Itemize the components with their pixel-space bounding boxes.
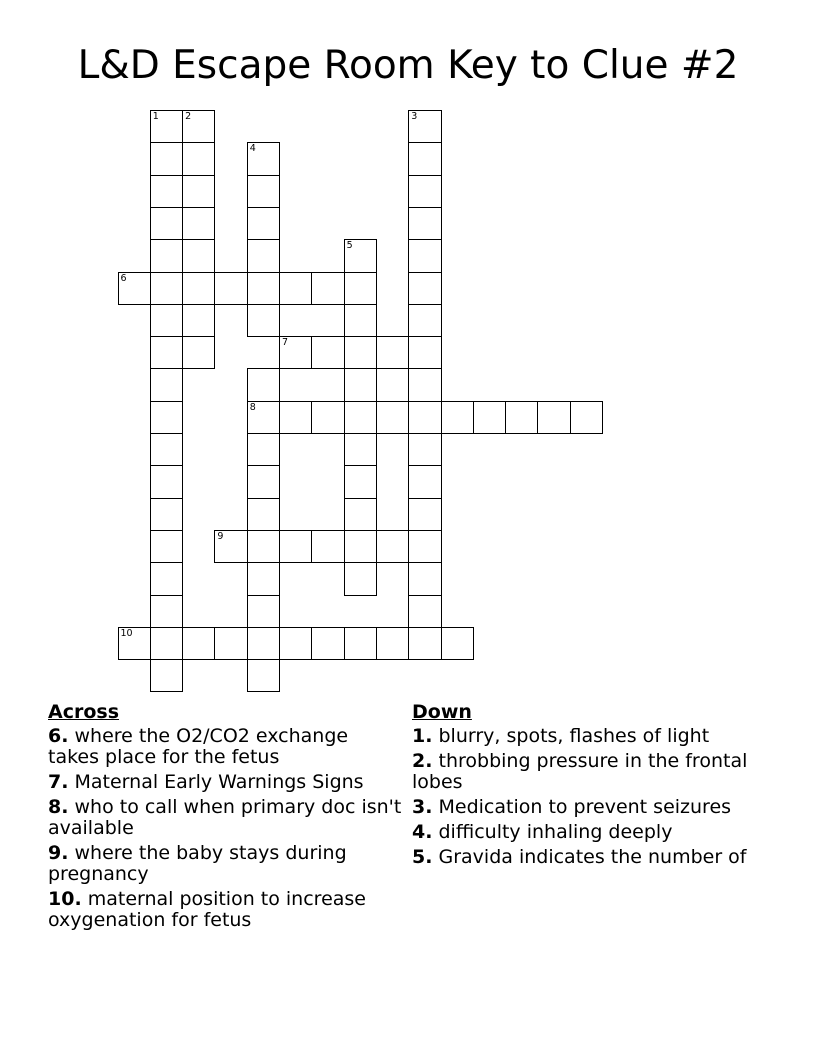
grid-cell[interactable]: [150, 272, 183, 305]
grid-cell[interactable]: [344, 627, 377, 660]
grid-cell[interactable]: [247, 562, 280, 595]
clue-number: 8.: [48, 796, 69, 818]
clue-number-label: 1: [152, 111, 159, 122]
grid-cell[interactable]: [376, 530, 409, 563]
clue-number: 10.: [48, 888, 82, 910]
clue-number-label: 3: [411, 111, 418, 122]
grid-cell[interactable]: [182, 110, 215, 143]
grid-cell[interactable]: [408, 401, 441, 434]
clue-number-label: 2: [185, 111, 192, 122]
grid-cell[interactable]: [214, 627, 247, 660]
grid-cell[interactable]: [247, 433, 280, 466]
grid-cell[interactable]: [247, 627, 280, 660]
clue-text: blurry, spots, flashes of light: [438, 725, 710, 747]
clue-text: maternal position to increase oxygenation for fetus: [48, 888, 366, 931]
grid-cell[interactable]: [344, 336, 377, 369]
grid-cell[interactable]: [408, 465, 441, 498]
grid-cell[interactable]: [247, 465, 280, 498]
clue-across-6: [48, 726, 404, 768]
grid-cell[interactable]: [344, 239, 377, 272]
clue-number-label: 5: [346, 240, 353, 252]
down-clues: [412, 702, 768, 872]
clue-text: throbbing pressure in the frontal lobes: [412, 750, 748, 793]
grid-cell[interactable]: [344, 368, 377, 401]
grid-cell[interactable]: [311, 401, 344, 434]
grid-cell[interactable]: [247, 659, 280, 692]
grid-cell[interactable]: [182, 142, 215, 175]
clue-down-1: [412, 726, 768, 747]
grid-cell[interactable]: [182, 272, 215, 305]
grid-cell[interactable]: [182, 627, 215, 660]
grid-cell[interactable]: [182, 336, 215, 369]
grid-cell[interactable]: [344, 401, 377, 434]
grid-cell[interactable]: [182, 239, 215, 272]
grid-cell[interactable]: [150, 562, 183, 595]
clue-number-label: 4: [249, 143, 256, 155]
grid-cell[interactable]: [311, 336, 344, 369]
grid-cell[interactable]: [247, 175, 280, 208]
grid-cell[interactable]: [150, 530, 183, 563]
clue-text: Gravida indicates the number of: [438, 846, 747, 868]
grid-cell[interactable]: [408, 175, 441, 208]
grid-cell[interactable]: [247, 142, 280, 175]
grid-cell[interactable]: [150, 368, 183, 401]
grid-cell[interactable]: [279, 627, 312, 660]
grid-cell[interactable]: [279, 272, 312, 305]
clue-number: 1.: [412, 725, 433, 747]
grid-cell[interactable]: [408, 110, 441, 143]
grid-cell[interactable]: [247, 401, 280, 434]
grid-cell[interactable]: [150, 498, 183, 531]
grid-cell[interactable]: [505, 401, 538, 434]
grid-cell[interactable]: [537, 401, 570, 434]
grid-cell[interactable]: [408, 304, 441, 337]
grid-cell[interactable]: [247, 530, 280, 563]
clue-text: where the baby stays during pregnancy: [48, 842, 347, 885]
grid-cell[interactable]: [118, 272, 151, 305]
grid-cell[interactable]: [150, 239, 183, 272]
grid-cell[interactable]: [150, 659, 183, 692]
clue-across-10: [48, 889, 404, 931]
across-heading: Across: [48, 701, 120, 723]
grid-cell[interactable]: [150, 465, 183, 498]
grid-cell[interactable]: [570, 401, 603, 434]
grid-cell[interactable]: [408, 530, 441, 563]
grid-cell[interactable]: [150, 401, 183, 434]
grid-cell[interactable]: [182, 207, 215, 240]
clue-number-label: 10: [120, 627, 133, 639]
grid-cell[interactable]: [279, 401, 312, 434]
grid-cell[interactable]: [182, 175, 215, 208]
grid-cell[interactable]: [247, 239, 280, 272]
puzzle-title: L&D Escape Room Key to Clue #2: [77, 43, 739, 88]
grid-cell[interactable]: [441, 401, 474, 434]
grid-cell[interactable]: [214, 272, 247, 305]
grid-cell[interactable]: [311, 627, 344, 660]
grid-cell[interactable]: [150, 627, 183, 660]
clue-number: 9.: [48, 842, 69, 864]
clue-number: 6.: [48, 725, 69, 747]
grid-cell[interactable]: [344, 304, 377, 337]
grid-cell[interactable]: [441, 627, 474, 660]
clue-text: who to call when primary doc isn't available: [48, 796, 402, 839]
grid-cell[interactable]: [247, 368, 280, 401]
clue-text: where the O2/CO2 exchange takes place for the fetus: [48, 725, 349, 768]
grid-cell[interactable]: [279, 530, 312, 563]
grid-cell[interactable]: [344, 530, 377, 563]
grid-cell[interactable]: [408, 595, 441, 628]
grid-cell[interactable]: [344, 272, 377, 305]
grid-cell[interactable]: [247, 304, 280, 337]
grid-cell[interactable]: [150, 304, 183, 337]
grid-cell[interactable]: [150, 207, 183, 240]
grid-cell[interactable]: [473, 401, 506, 434]
clue-down-5: [412, 847, 768, 868]
clue-number: 5.: [412, 846, 433, 868]
grid-cell[interactable]: [182, 304, 215, 337]
grid-cell[interactable]: [376, 401, 409, 434]
clue-number: 4.: [412, 821, 433, 843]
grid-cell[interactable]: [247, 272, 280, 305]
grid-cell[interactable]: [150, 433, 183, 466]
grid-cell[interactable]: [150, 110, 183, 143]
clue-across-7: [48, 772, 404, 793]
grid-cell[interactable]: [408, 336, 441, 369]
grid-cell[interactable]: [311, 272, 344, 305]
clue-text: Maternal Early Warnings Signs: [74, 771, 364, 793]
grid-cell[interactable]: [150, 142, 183, 175]
grid-cell[interactable]: [150, 175, 183, 208]
clue-number-label: 7: [282, 337, 289, 349]
clue-across-9: [48, 843, 404, 885]
grid-cell[interactable]: [408, 239, 441, 272]
grid-cell[interactable]: [344, 465, 377, 498]
grid-cell[interactable]: [150, 595, 183, 628]
across-clues: [48, 702, 404, 935]
grid-cell[interactable]: [408, 433, 441, 466]
grid-cell[interactable]: [118, 627, 151, 660]
grid-cell[interactable]: [408, 272, 441, 305]
grid-cell[interactable]: [214, 530, 247, 563]
clue-down-4: [412, 822, 768, 843]
grid-cell[interactable]: [247, 207, 280, 240]
grid-cell[interactable]: [408, 207, 441, 240]
grid-cell[interactable]: [279, 336, 312, 369]
clue-text: difficulty inhaling deeply: [438, 821, 673, 843]
clue-across-8: [48, 797, 404, 839]
clue-number: 7.: [48, 771, 69, 793]
clue-number: 3.: [412, 796, 433, 818]
grid-cell[interactable]: [247, 498, 280, 531]
clue-number-label: 9: [217, 530, 224, 542]
grid-cell[interactable]: [311, 530, 344, 563]
clue-number: 2.: [412, 750, 433, 772]
grid-cell[interactable]: [408, 368, 441, 401]
grid-cell[interactable]: [408, 498, 441, 531]
grid-cell[interactable]: [408, 142, 441, 175]
grid-cell[interactable]: [344, 562, 377, 595]
down-heading: Down: [412, 701, 472, 723]
grid-cell[interactable]: [408, 562, 441, 595]
clue-down-2: [412, 751, 768, 793]
clue-number-label: 8: [249, 401, 256, 413]
grid-cell[interactable]: [344, 498, 377, 531]
clue-down-3: [412, 797, 768, 818]
grid-cell[interactable]: [376, 336, 409, 369]
clue-number-label: 6: [120, 272, 127, 284]
grid-cell[interactable]: [247, 595, 280, 628]
grid-cell[interactable]: [150, 336, 183, 369]
grid-cell[interactable]: [408, 627, 441, 660]
clue-text: Medication to prevent seizures: [438, 796, 732, 818]
grid-cell[interactable]: [344, 433, 377, 466]
grid-cell[interactable]: [376, 627, 409, 660]
